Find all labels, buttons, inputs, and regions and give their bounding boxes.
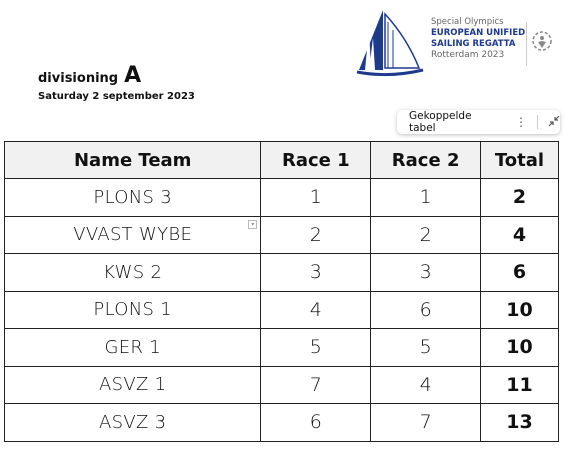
total-cell[interactable]: 6 <box>481 254 559 292</box>
sailboat-logo-icon <box>355 8 427 78</box>
division-letter: A <box>124 63 142 88</box>
race-1-cell[interactable]: 1 <box>261 179 371 217</box>
logo-line-2: EUROPEAN UNIFIED <box>431 28 526 38</box>
special-olympics-emblem-icon <box>531 30 553 52</box>
linked-table-toolbar[interactable] <box>397 110 560 134</box>
chevron-down-icon[interactable]: ▾ <box>248 220 257 229</box>
toolbar-divider <box>537 115 538 129</box>
race-2-cell[interactable]: 7 <box>371 404 481 442</box>
race-1-cell[interactable]: 5 <box>261 329 371 367</box>
linked-table-label: Gekoppelde tabel <box>409 110 472 134</box>
race-1-cell[interactable]: 2 <box>261 216 371 254</box>
team-cell[interactable]: GER 1 <box>5 329 261 367</box>
division-heading <box>38 63 141 88</box>
team-cell[interactable]: PLONS 3 <box>5 179 261 217</box>
race-1-cell[interactable]: 3 <box>261 254 371 292</box>
race-1-cell[interactable]: 6 <box>261 404 371 442</box>
total-cell[interactable]: 10 <box>481 291 559 329</box>
more-vertical-icon[interactable]: ⋮ <box>515 115 527 129</box>
header-total: Total <box>481 142 559 179</box>
race-1-cell[interactable]: 4 <box>261 291 371 329</box>
table-row <box>5 404 559 442</box>
total-cell[interactable]: 10 <box>481 329 559 367</box>
event-date: Saturday 2 september 2023 <box>38 91 195 102</box>
table-row <box>5 179 559 217</box>
logo-text <box>431 17 525 61</box>
division-word: divisioning <box>38 71 119 86</box>
logo-line-1: Special Olympics <box>431 17 504 27</box>
race-1-cell[interactable]: 7 <box>261 366 371 404</box>
standings-table <box>4 141 559 442</box>
team-cell[interactable]: KWS 2 <box>5 254 261 292</box>
team-cell[interactable]: ASVZ 3 <box>5 404 261 442</box>
race-2-cell[interactable]: 3 <box>371 254 481 292</box>
event-logo <box>355 8 555 78</box>
header-name-team: Name Team <box>5 142 261 179</box>
table-row <box>5 291 559 329</box>
table-row <box>5 329 559 367</box>
table-row <box>5 254 559 292</box>
total-cell[interactable]: 4 <box>481 216 559 254</box>
collapse-arrows-icon[interactable] <box>548 115 560 130</box>
table-row <box>5 366 559 404</box>
header-race-2: Race 2 <box>371 142 481 179</box>
team-cell[interactable] <box>5 216 261 254</box>
total-cell[interactable]: 2 <box>481 179 559 217</box>
race-2-cell[interactable]: 5 <box>371 329 481 367</box>
race-2-cell[interactable]: 1 <box>371 179 481 217</box>
total-cell[interactable]: 13 <box>481 404 559 442</box>
race-2-cell[interactable]: 6 <box>371 291 481 329</box>
race-2-cell[interactable]: 2 <box>371 216 481 254</box>
header-race-1: Race 1 <box>261 142 371 179</box>
team-cell-text: VVAST WYBE <box>73 224 193 246</box>
team-cell[interactable]: PLONS 1 <box>5 291 261 329</box>
team-cell[interactable]: ASVZ 1 <box>5 366 261 404</box>
table-header-row <box>5 142 559 179</box>
total-cell[interactable]: 11 <box>481 366 559 404</box>
logo-line-3: SAILING REGATTA <box>431 39 516 49</box>
race-2-cell[interactable]: 4 <box>371 366 481 404</box>
logo-line-4: Rotterdam 2023 <box>431 50 505 60</box>
table-row <box>5 216 559 254</box>
logo-divider <box>526 22 527 66</box>
